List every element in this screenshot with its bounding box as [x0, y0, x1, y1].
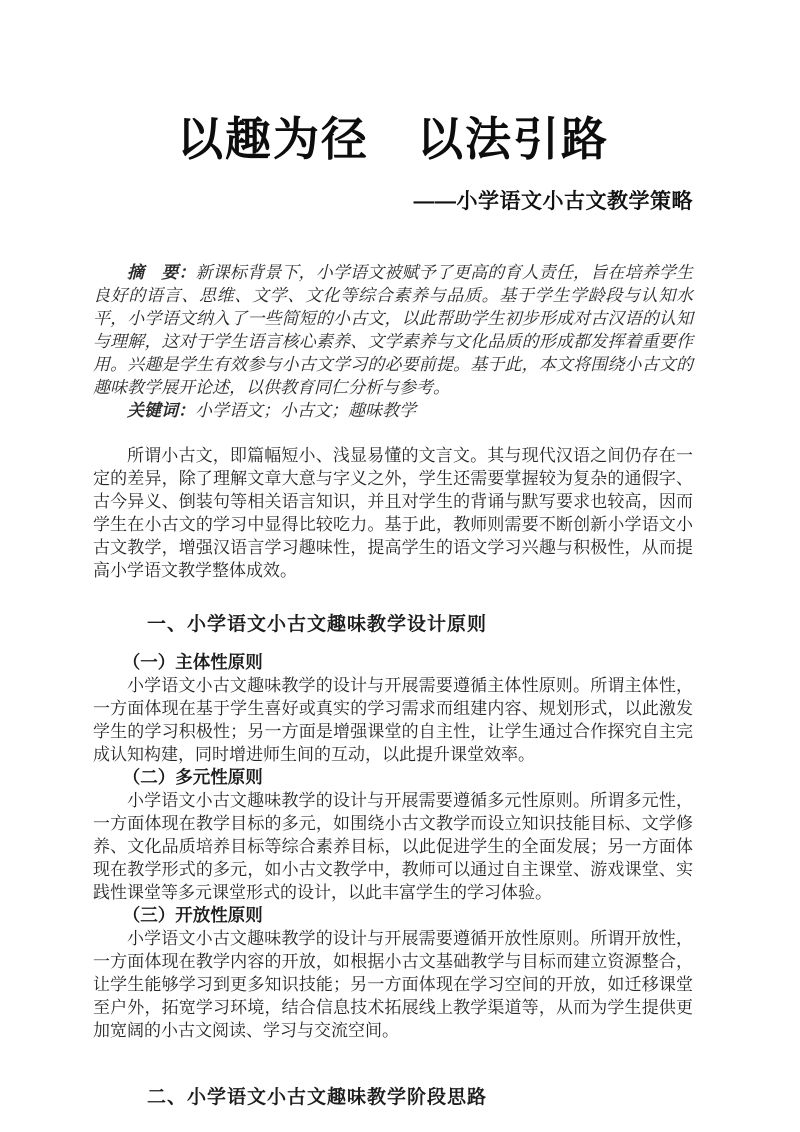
abstract-label: 摘 要：: [127, 263, 196, 283]
keywords-text: 小学语文；小古文；趣味教学: [195, 401, 416, 421]
subsection-1-2-heading: （二）多元性原则: [122, 767, 263, 788]
abstract-section: [93, 261, 693, 422]
keywords-label: 关键词：: [127, 401, 195, 421]
page-subtitle: ——小学语文小古文教学策略: [413, 190, 693, 214]
subsection-1-1-paragraph: 小学语文小古文趣味教学的设计与开展需要遵循主体性原则。所谓主体性，一方面体现在基于学生喜好或真实的学习需求而组建内容、规划形式，以此激发学生的学习积极性；另一方面是增强课堂的自主性，让学生通过合作探究自主完成认知构建，同时增进师生间的互动，以此提升课堂效率。: [93, 676, 693, 765]
subsection-1-2-paragraph: 小学语文小古文趣味教学的设计与开展需要遵循多元性原则。所谓多元性，一方面体现在教学目标的多元，如围绕小古文教学而设立知识技能目标、文学修养、文化品质培养目标等综合素养目标，以此促进学生的全面发展；另一方面体现在教学形式的多元，如小古文教学中，教师可以通过自主课堂、游戏课堂、实践性课堂等多元课堂形式的设计，以此丰富学生的学习体验。: [93, 791, 693, 903]
intro-paragraph: 所谓小古文，即篇幅短小、浅显易懂的文言文。其与现代汉语之间仍存在一定的差异，除了理解文章大意与字义之外，学生还需要掌握较为复杂的通假字、古今异义、倒装句等相关语言知识，并且对学生的背诵与默写要求也较高，因而学生在小古文的学习中显得比较吃力。基于此，教师则需要不断创新小学语文小古文教学，增强汉语言学习趣味性，提高学生的语文学习兴趣与积极性，从而提高小学语文教学整体成效。: [93, 446, 693, 581]
section-2-heading: 二、小学语文小古文趣味教学阶段思路: [147, 1087, 488, 1109]
keywords-line: [93, 399, 693, 422]
subsection-1-3-heading: （三）开放性原则: [122, 905, 263, 926]
section-1-heading: 一、小学语文小古文趣味教学设计原则: [147, 614, 488, 636]
page-title: 以趣为径 以法引路: [177, 113, 609, 165]
subsection-1-3-paragraph: 小学语文小古文趣味教学的设计与开展需要遵循开放性原则。所谓开放性，一方面体现在教学内容的开放，如根据小古文基础教学与目标而建立资源整合，让学生能够学习到更多知识技能；另一方面体现在学习空间的开放，如迁移课堂至户外，拓宽学习环境，结合信息技术拓展线上教学渠道等，从而为学生提供更加宽阔的小古文阅读、学习与交流空间。: [93, 929, 693, 1041]
abstract-paragraph: [93, 261, 693, 399]
abstract-text: 新课标背景下，小学语文被赋予了更高的育人责任，旨在培养学生良好的语言、思维、文学、文化等综合素养与品质。基于学生学龄段与认知水平，小学语文纳入了一些简短的小古文，以此帮助学生初步形成对古汉语的认知与理解，这对于学生语言核心素养、文学素养与文化品质的形成都发挥着重要作用。兴趣是学生有效参与小古文学习的必要前提。基于此，本文将围绕小古文的趣味教学展开论述，以供教育同仁分析与参考。: [93, 263, 693, 398]
subsection-1-1-heading: （一）主体性原则: [122, 652, 263, 673]
